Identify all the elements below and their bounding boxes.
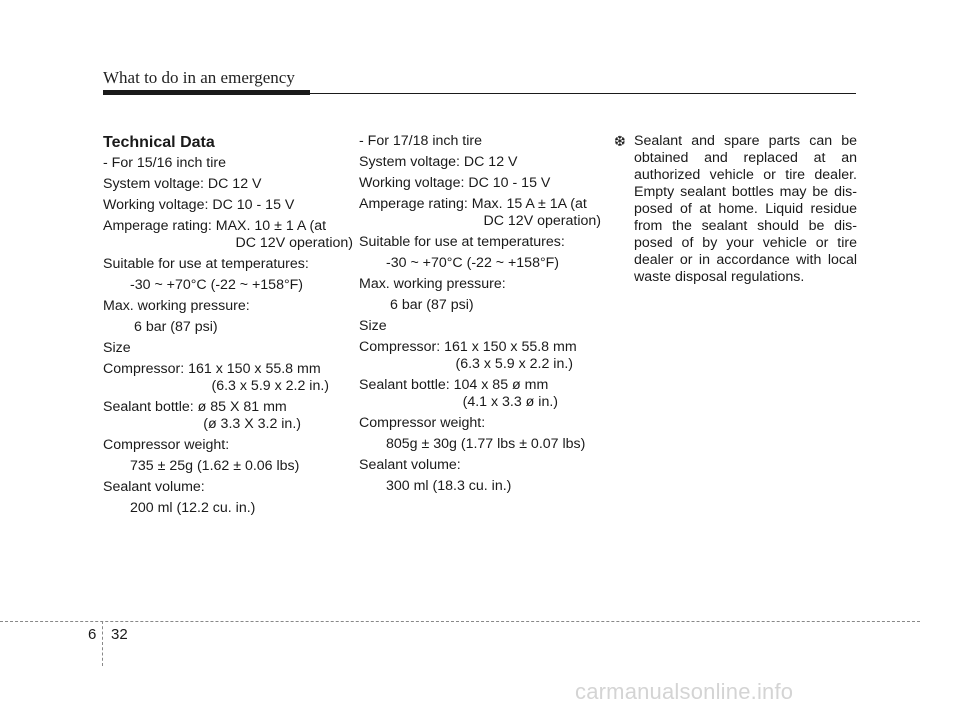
disposal-note-column	[614, 133, 857, 286]
footer-divider	[102, 621, 103, 666]
header-rule-thick	[103, 90, 310, 95]
spec-column-15-16	[103, 133, 353, 521]
compressor-weight-label: Compressor weight:	[103, 437, 230, 453]
size-label: Size	[103, 340, 131, 356]
compressor-size: Compressor: 161 x 150 x 55.8 mm	[103, 361, 321, 377]
compressor-weight-label: Compressor weight:	[359, 415, 486, 431]
pressure-label: Max. working pressure:	[359, 276, 506, 292]
tire-size-heading: - For 15/16 inch tire	[103, 155, 227, 171]
compressor-weight-value: 805g ± 30g (1.77 lbs ± 0.07 lbs)	[386, 436, 586, 452]
note-mark-icon: ❆	[614, 133, 626, 149]
disposal-note-text: Sealant and spare parts can be obtained and replaced at an authorized vehicle or tire dealer. Empty sealant bottles may be dis- posed of at home. Liquid residue from the sealant should be dis- posed of by your vehicle or tire dealer or in accordance with local waste disposal regulations.	[634, 133, 857, 285]
sealant-bottle-size: Sealant bottle: 104 x 85 ø mm	[359, 377, 549, 393]
working-voltage: Working voltage: DC 10 - 15 V	[103, 197, 295, 213]
size-label: Size	[359, 318, 387, 334]
disposal-note	[614, 133, 857, 286]
spec-column-17-18	[359, 133, 601, 499]
working-voltage: Working voltage: DC 10 - 15 V	[359, 175, 551, 191]
compressor-size: Compressor: 161 x 150 x 55.8 mm	[359, 339, 577, 355]
temperature-label: Suitable for use at temperatures:	[359, 234, 565, 250]
sealant-volume-value: 200 ml (12.2 cu. in.)	[130, 500, 256, 516]
temperature-value: -30 ~ +70°C (-22 ~ +158°F)	[386, 255, 560, 271]
compressor-size-inch: (6.3 x 5.9 x 2.2 in.)	[211, 378, 329, 394]
temperature-value: -30 ~ +70°C (-22 ~ +158°F)	[130, 277, 304, 293]
page-number: 32	[111, 626, 128, 643]
system-voltage: System voltage: DC 12 V	[103, 176, 262, 192]
section-title: Technical Data	[103, 134, 215, 151]
sealant-bottle-size-inch: (4.1 x 3.3 ø in.)	[462, 394, 558, 410]
pressure-value: 6 bar (87 psi)	[134, 319, 218, 335]
system-voltage: System voltage: DC 12 V	[359, 154, 518, 170]
sealant-volume-value: 300 ml (18.3 cu. in.)	[386, 478, 512, 494]
sealant-bottle-size-inch: (ø 3.3 X 3.2 in.)	[203, 416, 301, 432]
compressor-size-inch: (6.3 x 5.9 x 2.2 in.)	[455, 356, 573, 372]
sealant-volume-label: Sealant volume:	[359, 457, 461, 473]
tire-size-heading: - For 17/18 inch tire	[359, 133, 483, 149]
amperage-rating-cont: DC 12V operation)	[483, 213, 601, 229]
header-title: What to do in an emergency	[103, 68, 295, 87]
amperage-rating: Amperage rating: Max. 15 A ± 1A (at	[359, 196, 587, 212]
pressure-label: Max. working pressure:	[103, 298, 250, 314]
footer-rule	[0, 621, 920, 622]
amperage-rating: Amperage rating: MAX. 10 ± 1 A (at	[103, 218, 327, 234]
temperature-label: Suitable for use at temperatures:	[103, 256, 309, 272]
chapter-number: 6	[88, 626, 97, 643]
amperage-rating-cont: DC 12V operation)	[235, 235, 353, 251]
sealant-volume-label: Sealant volume:	[103, 479, 205, 495]
watermark: carmanualsonline.info	[575, 679, 794, 704]
sealant-bottle-size: Sealant bottle: ø 85 X 81 mm	[103, 399, 287, 415]
compressor-weight-value: 735 ± 25g (1.62 ± 0.06 lbs)	[130, 458, 300, 474]
pressure-value: 6 bar (87 psi)	[390, 297, 474, 313]
header-rule-thin	[310, 93, 856, 94]
